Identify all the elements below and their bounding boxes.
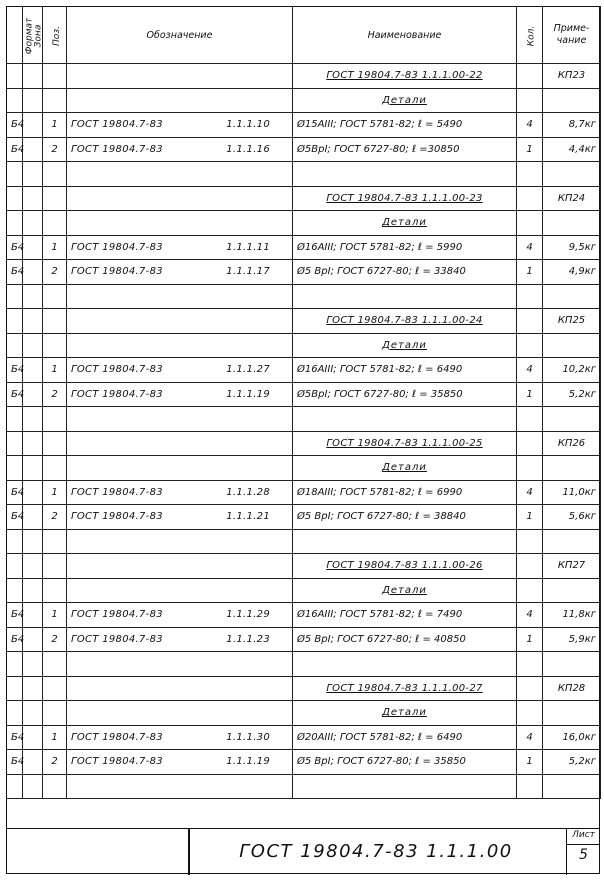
designation-ref: 1.1.1.21 [226,511,270,523]
pos-cell: 2 [43,260,67,285]
section-heading: Детали [293,701,517,726]
designation-ref: 1.1.1.29 [226,609,270,621]
note-cell: 5,2кг [543,382,601,407]
name-cell: Ø5 ВрI; ГОСТ 6727-80; ℓ = 35850 [293,750,517,775]
assembly-gost: ГОСТ 19804.7-83 1.1.1.00-24 [293,309,517,334]
name-cell: Ø15АIII; ГОСТ 5781-82; ℓ = 5490 [293,113,517,138]
pos-cell: 2 [43,382,67,407]
sheet-label: Лист [572,830,595,840]
name-cell: Ø16АIII; ГОСТ 5781-82; ℓ = 7490 [293,603,517,628]
name-cell: Ø5 ВрI; ГОСТ 6727-80; ℓ = 33840 [293,260,517,285]
note-cell: 11,8кг [543,603,601,628]
name-cell: Ø16АIII; ГОСТ 5781-82; ℓ = 6490 [293,358,517,383]
assembly-gost: ГОСТ 19804.7-83 1.1.1.00-23 [293,186,517,211]
assembly-note: КП23 [543,64,601,89]
qty-cell: 4 [517,603,543,628]
designation-standard: ГОСТ 19804.7-83 [71,241,163,253]
format-cell: Б4 [7,137,23,162]
designation-standard: ГОСТ 19804.7-83 [71,119,163,131]
qty-cell: 1 [517,382,543,407]
note-cell: 8,7кг [543,113,601,138]
note-cell: 5,2кг [543,750,601,775]
header-qty: Кол. [517,7,543,64]
section-heading: Детали [293,333,517,358]
note-cell: 5,6кг [543,505,601,530]
pos-cell: 1 [43,358,67,383]
header-pos: Поз. [43,7,67,64]
pos-cell: 1 [43,113,67,138]
name-cell: Ø5ВрI; ГОСТ 6727-80; ℓ =30850 [293,137,517,162]
qty-cell: 4 [517,113,543,138]
format-cell: Б4 [7,725,23,750]
name-cell: Ø5 ВрI; ГОСТ 6727-80; ℓ = 40850 [293,627,517,652]
format-cell: Б4 [7,627,23,652]
assembly-gost: ГОСТ 19804.7-83 1.1.1.00-26 [293,554,517,579]
format-cell: Б4 [7,750,23,775]
assembly-note: КП28 [543,676,601,701]
designation-ref: 1.1.1.28 [226,486,270,498]
designation-standard: ГОСТ 19804.7-83 [71,633,163,645]
title-block [6,828,600,874]
designation-ref: 1.1.1.10 [226,119,270,131]
designation-ref: 1.1.1.30 [226,731,270,743]
format-cell: Б4 [7,113,23,138]
section-heading: Детали [293,456,517,481]
pos-cell: 1 [43,235,67,260]
header-designation: Обозначение [67,7,293,64]
name-cell: Ø16АIII; ГОСТ 5781-82; ℓ = 5990 [293,235,517,260]
designation-ref: 1.1.1.11 [226,241,270,253]
format-cell: Б4 [7,505,23,530]
pos-cell: 2 [43,627,67,652]
qty-cell: 4 [517,480,543,505]
format-cell: Б4 [7,480,23,505]
assembly-note: КП26 [543,431,601,456]
designation-standard: ГОСТ 19804.7-83 [71,364,163,376]
qty-cell: 1 [517,750,543,775]
designation-ref: 1.1.1.19 [226,388,270,400]
section-heading: Детали [293,578,517,603]
drawing-sheet [6,6,602,876]
note-cell: 4,4кг [543,137,601,162]
designation-ref: 1.1.1.16 [226,143,270,155]
designation-standard: ГОСТ 19804.7-83 [71,609,163,621]
name-cell: Ø5 ВрI; ГОСТ 6727-80; ℓ = 38840 [293,505,517,530]
format-cell: Б4 [7,603,23,628]
name-cell: Ø5ВрI; ГОСТ 6727-80; ℓ = 35850 [293,382,517,407]
qty-cell: 1 [517,505,543,530]
assembly-note: КП27 [543,554,601,579]
designation-standard: ГОСТ 19804.7-83 [71,266,163,278]
format-cell: Б4 [7,260,23,285]
qty-cell: 4 [517,235,543,260]
section-heading: Детали [293,88,517,113]
sheet-number: 5 [579,847,588,863]
note-cell: 4,9кг [543,260,601,285]
note-cell: 16,0кг [543,725,601,750]
qty-cell: 1 [517,627,543,652]
designation-ref: 1.1.1.27 [226,364,270,376]
designation-standard: ГОСТ 19804.7-83 [71,143,163,155]
designation-standard: ГОСТ 19804.7-83 [71,731,163,743]
designation-standard: ГОСТ 19804.7-83 [71,511,163,523]
qty-cell: 1 [517,137,543,162]
note-cell: 11,0кг [543,480,601,505]
section-heading: Детали [293,211,517,236]
assembly-gost: ГОСТ 19804.7-83 1.1.1.00-27 [293,676,517,701]
assembly-note: КП24 [543,186,601,211]
assembly-gost: ГОСТ 19804.7-83 1.1.1.00-25 [293,431,517,456]
sheet-frame [6,6,600,874]
designation-standard: ГОСТ 19804.7-83 [71,388,163,400]
pos-cell: 1 [43,603,67,628]
designation-ref: 1.1.1.23 [226,633,270,645]
document-number: ГОСТ 19804.7-83 1.1.1.00 [239,841,513,862]
pos-cell: 1 [43,480,67,505]
designation-ref: 1.1.1.19 [226,756,270,768]
note-cell: 9,5кг [543,235,601,260]
pos-cell: 2 [43,137,67,162]
qty-cell: 1 [517,260,543,285]
header-note: Приме-чание [543,7,601,64]
note-cell: 5,9кг [543,627,601,652]
qty-cell: 4 [517,725,543,750]
note-cell: 10,2кг [543,358,601,383]
designation-standard: ГОСТ 19804.7-83 [71,756,163,768]
assembly-note: КП25 [543,309,601,334]
pos-cell: 1 [43,725,67,750]
designation-standard: ГОСТ 19804.7-83 [71,486,163,498]
pos-cell: 2 [43,750,67,775]
qty-cell: 4 [517,358,543,383]
header-zone: Зона [23,7,43,64]
format-cell: Б4 [7,358,23,383]
header-format: Формат [7,7,23,64]
header-name: Наименование [293,7,517,64]
name-cell: Ø20АIII; ГОСТ 5781-82; ℓ = 6490 [293,725,517,750]
assembly-gost: ГОСТ 19804.7-83 1.1.1.00-22 [293,64,517,89]
format-cell: Б4 [7,382,23,407]
format-cell: Б4 [7,235,23,260]
designation-ref: 1.1.1.17 [226,266,270,278]
pos-cell: 2 [43,505,67,530]
name-cell: Ø18АIII; ГОСТ 5781-82; ℓ = 6990 [293,480,517,505]
